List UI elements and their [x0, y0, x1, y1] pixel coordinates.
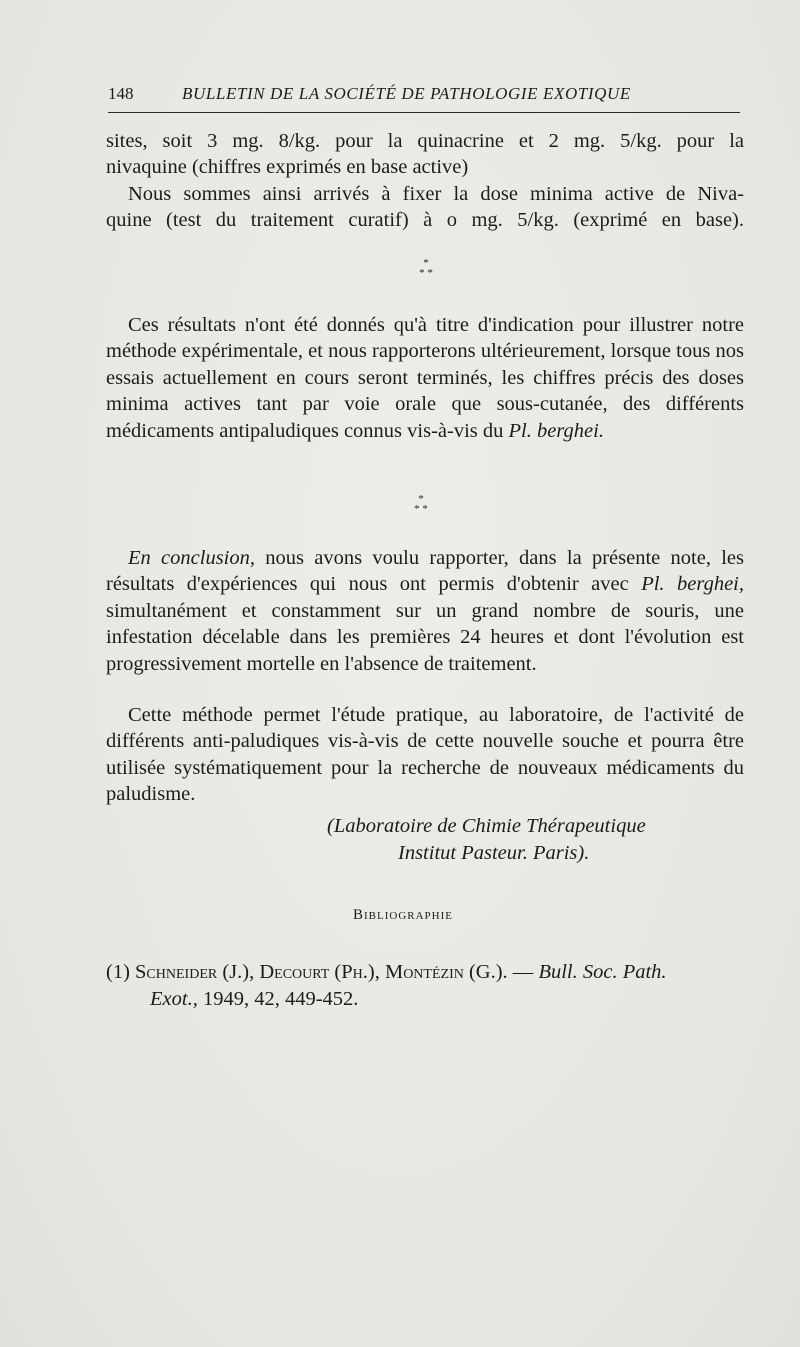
reference-line [106, 986, 746, 1013]
species-name: Pl. berghei. [508, 419, 604, 442]
reference-journal: Exot., [150, 987, 198, 1010]
paragraph-method: Cette méthode permet l'étude pratique, au laboratoire, de l'activité de différents anti-paludiques vis-à-vis de cette nouvelle souche et pourra être utilisée systématiquement pour la recherche de nouveaux médicaments du paludisme. [106, 704, 744, 806]
reference-journal: Bull. Soc. Path. [538, 961, 667, 983]
paragraph-results: Ces résultats n'ont été donnés qu'à titre d'indication pour illustrer notre méthode expérimentale, et nous rapporterons ultérieurement, lorsque tous nos essais actuellement en cours seront terminés, les chiffres précis des doses minima actives tant par voie orale que sous-cutanée, des différents médicaments antipaludiques connus vis-à-vis du Pl. berghei. [106, 314, 744, 442]
paragraph-continuation [106, 128, 744, 234]
reference-line [106, 959, 746, 986]
section-asterism: * * * [419, 257, 433, 279]
conclusion-lead: En conclusion, [128, 547, 255, 569]
reference-entry [106, 959, 746, 1012]
page-header [108, 78, 740, 113]
paragraph-line: nivaquine (chiffres exprimés en base active) [106, 156, 469, 179]
reference-authors: Schneider (J.), Decourt (Ph.), Montézin (G.). — [135, 961, 534, 983]
section-asterism: * * * [414, 493, 428, 515]
paragraph-line: sites, soit 3 mg. 8/kg. pour la quinacrine et 2 mg. 5/kg. pour la [106, 130, 744, 152]
running-title: BULLETIN DE LA SOCIÉTÉ DE PATHOLOGIE EXOTIQUE [182, 84, 631, 103]
affiliation-line: Institut Pasteur. Paris). [398, 842, 590, 864]
species-name: Pl. berghei, [641, 573, 744, 596]
reference-details: 1949, 42, 449-452. [202, 987, 359, 1010]
paragraph-conclusion: En conclusion, nous avons voulu rapporter, dans la présente note, les résultats d'expériences qui nous ont permis d'obtenir avec Pl. berghei, simultanément et constamment sur un grand nombre de souris, une infestation décelable dans les premières 24 heures et dont l'évolution est progressivement mortelle en l'absence de traitement. [106, 547, 745, 675]
bibliography-heading: Bibliographie [353, 907, 453, 923]
affiliation-line: (Laboratoire de Chimie Thérapeutique [327, 815, 646, 837]
paragraph-line: Nous sommes ainsi arrivés à fixer la dose minima active de Niva- [128, 182, 744, 205]
reference-number: (1) [106, 961, 130, 983]
paragraph-line: quine (test du traitement curatif) à o mg. 5/kg. (exprimé en base). [106, 209, 744, 232]
page-number: 148 [108, 84, 134, 103]
